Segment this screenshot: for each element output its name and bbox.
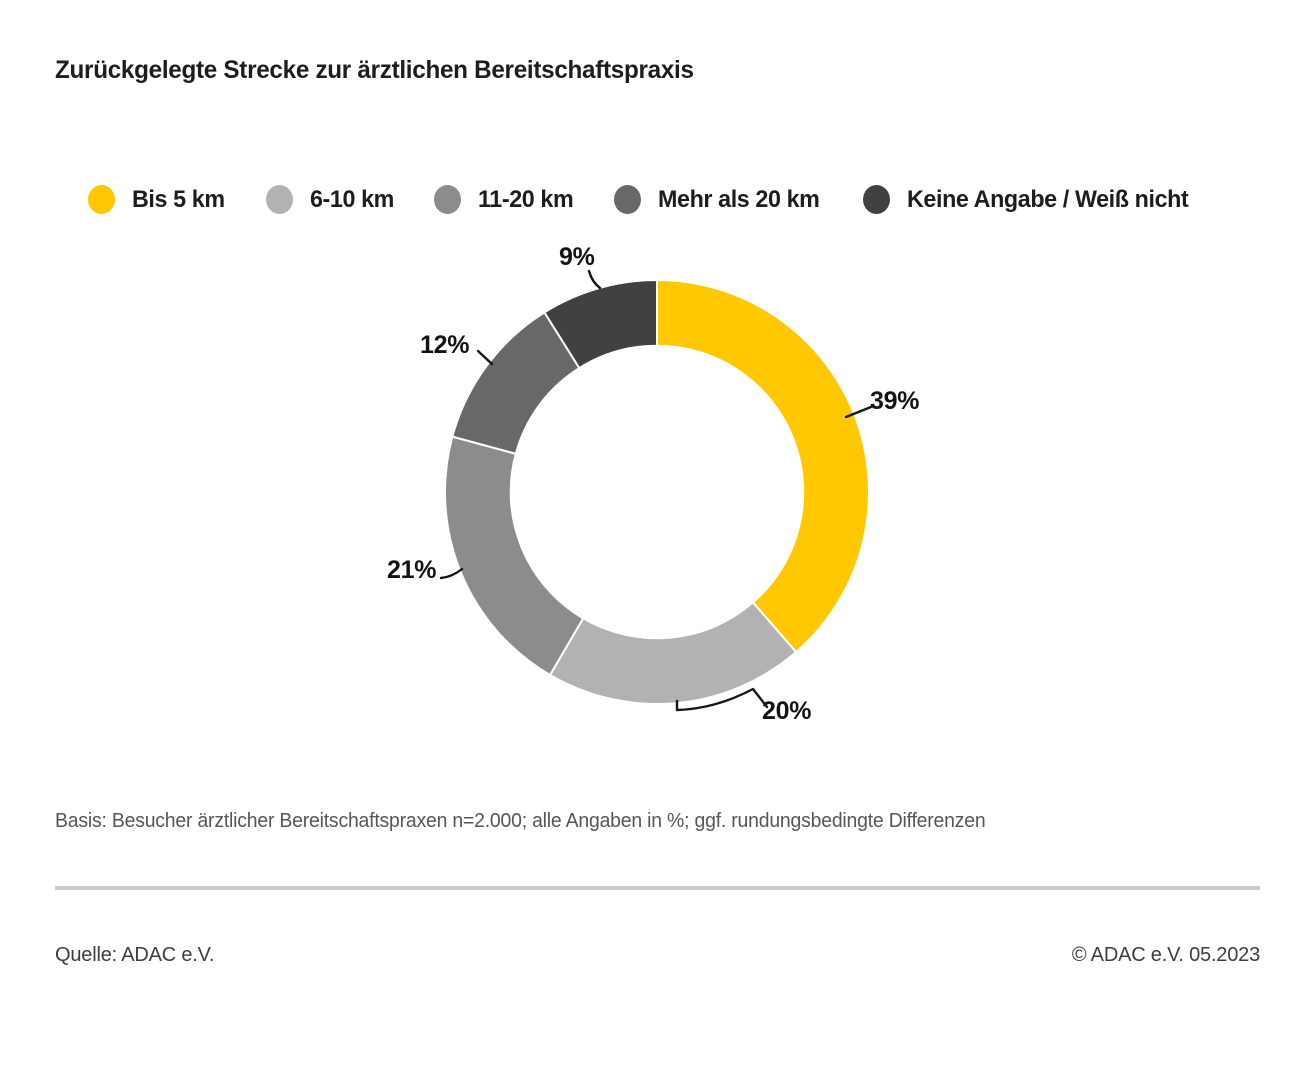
legend-item-label: Keine Angabe / Weiß nicht xyxy=(906,185,1189,213)
source-text: Quelle: ADAC e.V. xyxy=(55,944,215,966)
donut-segment-bis-5-km xyxy=(657,280,869,652)
footer-divider xyxy=(55,886,1260,890)
segment-label-bis-5-km: 39% xyxy=(870,387,920,415)
legend-item-label: 6-10 km xyxy=(309,185,394,213)
legend-item-label: Mehr als 20 km xyxy=(658,185,820,213)
segment-label-6-10-km: 20% xyxy=(762,697,812,725)
segment-label-mehr-20-km: 12% xyxy=(420,331,470,359)
legend-color-dot-icon xyxy=(266,185,293,214)
segment-label-keine-angabe: 9% xyxy=(559,243,595,271)
legend-item xyxy=(266,185,397,214)
footer xyxy=(55,944,1260,967)
donut-segment-11-20-km xyxy=(445,437,583,675)
legend-item-label: Bis 5 km xyxy=(132,185,225,213)
legend-item xyxy=(434,185,576,214)
segment-label-11-20-km: 21% xyxy=(387,556,437,584)
chart-legend xyxy=(88,185,1197,214)
copyright-text: © ADAC e.V. 05.2023 xyxy=(1071,944,1260,966)
donut-segment-6-10-km xyxy=(550,602,796,704)
legend-item xyxy=(614,185,825,214)
page-title: Zurückgelegte Strecke zur ärztlichen Bereitschaftspraxis xyxy=(55,56,694,84)
legend-color-dot-icon xyxy=(434,185,461,214)
legend-item xyxy=(88,185,228,214)
basis-note: Basis: Besucher ärztlicher Bereitschaftspraxen n=2.000; alle Angaben in %; ggf. rundungsbedingte Differenzen xyxy=(55,810,986,832)
legend-color-dot-icon xyxy=(863,185,890,214)
legend-color-dot-icon xyxy=(88,185,115,214)
legend-item xyxy=(863,185,1197,214)
legend-item-label: 11-20 km xyxy=(478,185,574,213)
donut-chart xyxy=(443,278,871,706)
legend-color-dot-icon xyxy=(614,185,641,214)
